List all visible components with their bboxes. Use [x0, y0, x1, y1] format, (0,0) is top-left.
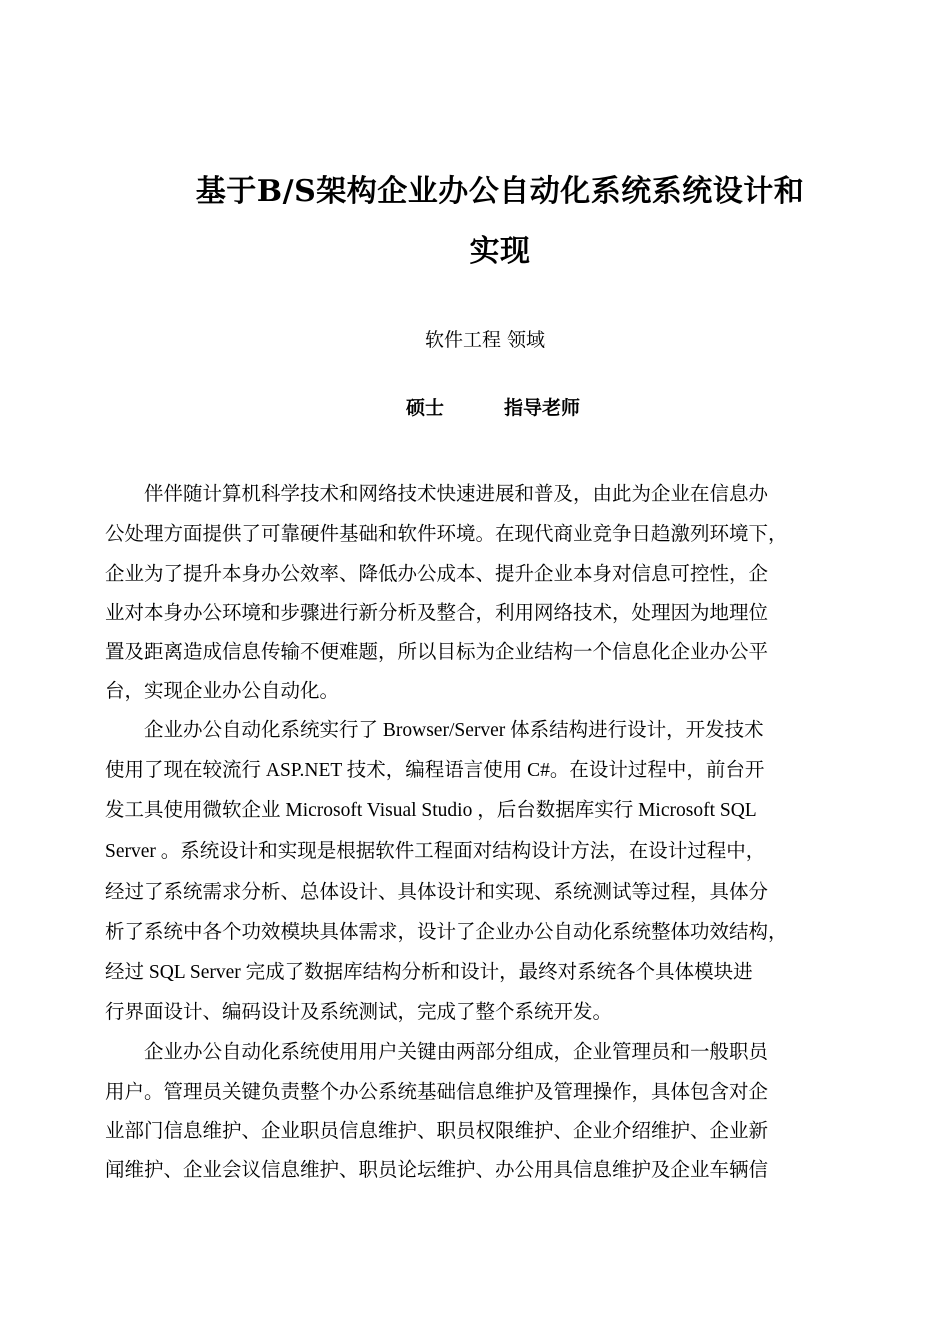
body-line: 业对本身办公环境和步骤进行新分析及整合，利用网络技术，处理因为地理位	[105, 603, 769, 624]
body-line: 发工具使用微软企业 Microsoft Visual Studio ，后台数据库实行 Microsoft SQL	[105, 800, 757, 821]
body-line: 台，实现企业办公自动化。	[105, 681, 340, 702]
document-title-line-2: 实现	[469, 234, 531, 269]
body-line: 经过 SQL Server 完成了数据库结构分析和设计，最终对系统各个具体模块进	[105, 962, 753, 983]
body-line: 企业办公自动化系统使用用户关键由两部分组成，企业管理员和一般职员	[105, 1042, 769, 1063]
body-line: 业部门信息维护、企业职员信息维护、职员权限维护、企业介绍维护、企业新	[105, 1121, 769, 1142]
body-line: 企业办公自动化系统实行了 Browser/Server 体系结构进行设计，开发技术	[105, 720, 764, 741]
body-line: 置及距离造成信息传输不便难题，所以目标为企业结构一个信息化企业办公平	[105, 642, 769, 663]
advisor-label: 指导老师	[504, 397, 581, 419]
document-title-line-1: 基于B/S架构企业办公自动化系统系统设计和	[195, 174, 805, 209]
body-line: 行界面设计、编码设计及系统测试，完成了整个系统开发。	[105, 1002, 613, 1023]
body-line: 闻维护、企业会议信息维护、职员论坛维护、办公用具信息维护及企业车辆信	[105, 1160, 769, 1181]
body-line: 伴伴随计算机科学技术和网络技术快速进展和普及，由此为企业在信息办	[105, 484, 769, 505]
degree-label: 硕士	[406, 397, 445, 419]
body-line: 公处理方面提供了可靠硬件基础和软件环境。在现代商业竞争日趋激列环境下，	[105, 524, 788, 545]
body-line: 企业为了提升本身办公效率、降低办公成本、提升企业本身对信息可控性，企	[105, 564, 769, 585]
body-line: 析了系统中各个功效模块具体需求，设计了企业办公自动化系统整体功效结构，	[105, 922, 788, 943]
body-line: 使用了现在较流行 ASP.NET 技术，编程语言使用 C#。在设计过程中，前台开	[105, 760, 765, 781]
field-label: 软件工程 领域	[424, 329, 546, 351]
body-line: 经过了系统需求分析、总体设计、具体设计和实现、系统测试等过程，具体分	[105, 882, 769, 903]
body-line: Server 。系统设计和实现是根据软件工程面对结构设计方法，在设计过程中，	[105, 841, 766, 862]
body-line: 用户。管理员关键负责整个办公系统基础信息维护及管理操作，具体包含对企	[105, 1082, 769, 1103]
